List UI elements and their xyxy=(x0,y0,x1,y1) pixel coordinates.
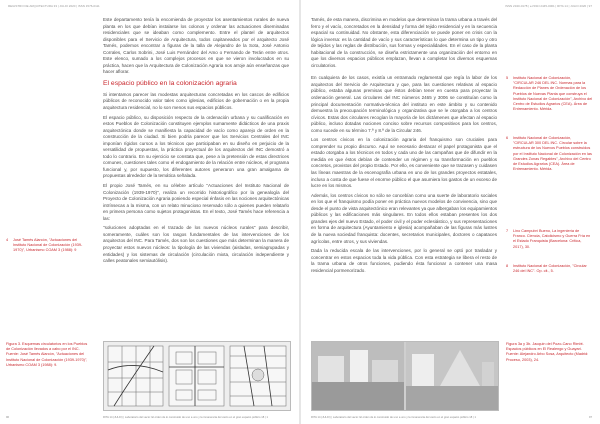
left-page-footer: RITA 14 (JULIO) | Laboratorio del vacío: El orden de lo construido de uno a uno y la inmanencia del vacío en el gran espacio público 18 | 1 xyxy=(103,416,268,419)
footnote-5-number: 5 xyxy=(506,76,509,80)
figure-3a-3b-caption: Figura 3a y 3b. Jacquin del Pozo-Cano Rimbt. Espacios públicos en El Realengo y Guayari. Fuente: Alejandro Arbo Sosa, Arquitecto (Madrid: Proceso, 2003), 24. xyxy=(506,342,589,362)
public-space-photographs xyxy=(312,342,498,410)
right-paragraph-4: Además, los centros cívicos no sólo se concebían como una suerte de laboratorio sociales en los que el franquismo podía poner en práctica nuevos modelos de convivencia, sino que desde el punto de vista arquitectónico eran relevantes ya que albergaban los equipamientos públicos y las edificaciones más singulares. En todos ellos estaban presentes los dos grandes ejes del nuevo Estado, el poder civil y el poder eclesiástico, y sus representaciones en forma de arquitectura (Ayuntamiento e iglesia) acompañaban de las figuras más lustres de la nueva sociedad franquista: docentes, secretarios municipales, doctores o capataces agrícolas, entre otros, y sus viviendas. xyxy=(311,192,497,244)
left-paragraph-5: "soluciones adoptadas en el trazado de los nuevos núcleos rurales" para describir, someramente, cuáles son los rasgos fundamentales de las intervenciones de los arquitectos del INC. Para Tamés, dos son los cuestiones que más determinan la manera de proyectar estos nuevos núcleos: la tipología de las viviendas (aisladas, semiagrupadas y entidades) y los sistemas de circulación (circulación mixta, circulación independiente y calles peatonales semiautólisis). xyxy=(103,225,289,264)
circulation-diagrams-illustration xyxy=(104,342,290,410)
left-page-number: 96 xyxy=(6,416,9,419)
footnote-5-text: Instituto Nacional de Colonización, "CIRCULAR 246 DEL INC. Normas para la Redacción de Planes de Ordenación de los Pueblos de Nuevas Planta que construya el Instituto Nacional de Colonización", Archivo del Centro de Estudios Agrarios (CEA). Área de Entrenamiento. Mérida. xyxy=(513,76,593,112)
left-paragraph-1: Este departamento tenía la encomienda de proyectar los asentamientos rurales de nueva planta en los que debían instalarse los colonos y ordenar las actuaciones diseminadas residenciales que se ideaban como complemento. Entre el plantel de arquitectos disponibles para el Servicio de Arquitectura, todos capitaneados por el arquitecto José Tamés, podemos encontrar a figuras de la talla de Alejandro de la Sota, José Antonio Corrales, Carlos Sobrini, José Luis Fernández del Amo o Fernando de Terán entre otros. Este elenco, sumado a los complejos procesos en que se vieron involucrados en su práctica, hacen que la Arquitectura de Colonización Agraria nos arroje aún enseñanzas que hacer aflorar. xyxy=(103,17,289,75)
right-main-column xyxy=(311,17,497,277)
footnote-7-number: 7 xyxy=(506,229,509,233)
footnote-8-number: 8 xyxy=(506,264,509,268)
right-paragraph-1: Tamés, de esta manera, discrimina en modelos que determinan la trama urbana a través del ferro y el vacío, concretados en la densidad y forma del tejido residencial y en la secuencia espacial su continuidad. No obstante, esta diferenciación se puede poner en crisis con la lógica inversa: es la cantidad de vacío y sus características lo que determina un tipo y otro de tejidos y las reglas de distribución, sus formas y especialidades. En el caso de la planta habitacional de la construcción, se diseña estrictamente una organización del entorno en que los diversos espacios públicos emplazan, llevan a completar los diversos esquemas circulatorios. xyxy=(311,17,498,68)
left-paragraph-3: El espacio público, su disposición respecto de la ordenación urbana y su cualificación en estos Pueblos de Colonización constituyen ejemplos sumamente didácticos de una praxis arquitectónica donde se manifiesta la capacidad de vacío como aparejo de orden en la construcción de la ciudad. Si bien podría parecer que los Servicios Centrales del INC imponían rígidos cursos a los técnicos que participaban en su diseño en perjuicio de la versatilidad de propuestas, la práctica proyectual de los arquitectos del INC demostró a todo lo contrario. En su ejercicio se constata que, pese a la pretensión de estas directrices comunes, cuestiones tales como el endogamiento de la relación entre núcleos, el programa funcional y, por supuesto, los diferentes autores generaron una gran amalgama de propuestas alrededor de la temática señalada. xyxy=(103,114,289,179)
left-page-header: REGISTRO DE ARQUITECTURA 33 | JULIO 2020 | ISSN 1576-0111 xyxy=(8,4,100,8)
right-page-header: ISSN 2340-0178 | e-ISSN 2445-0001 | RITA 14 | JULIO 2020 | 97 xyxy=(505,4,592,8)
right-page-number: 97 xyxy=(589,416,592,419)
left-page xyxy=(0,0,299,424)
right-page xyxy=(301,0,600,424)
footnote-6-text: Instituto Nacional de Colonización, "CIRCULAR 300 DEL INC. Circular sobre la estructura de los Nuevos Pueblos construidos por el Instituto Nacional de Colonización en las Grandes Zonas Regables", Archivo del Centro de Estudios Agrarios (CEA). Área de Entrenamiento. Mérida. xyxy=(513,136,592,172)
figure-3-caption: Figura 3. Esquemas circulatorios en los Pueblos de Colonización llevados a cabo por el INC. Fuente: José Tamés Alarcón, "Actuaciones del Instituto Nacional de Colonización (1939-1970)", Urbanismo COAM 3 (1988): 9. xyxy=(6,342,88,367)
footnote-4-number: 4 xyxy=(6,238,9,242)
left-main-column xyxy=(103,17,289,268)
figure-3a-3b-photographs xyxy=(311,341,499,411)
right-paragraph-3: Los centros cívicos en la colonización agraria del franquismo son cruciales para comprender su propio discurso. Aquí se necesario destacar el papel protagonista que el estado otorgaba a los técnicos en todos y cada uno de las campañas que de difundir en la medida en que éstos debían de contender un régimen y su transformación en pueblos concretos, provistos del propio Estado. Por ello, es conveniente que se trazasen y cuidasen las líneas maestras de la escenografía urbana en uno de los grandes proyectos estatales, incluso a costa de que fuese el enorme público el que asumiera los gastos de un exceso de lucre en los mismos. xyxy=(311,137,497,189)
section-title: El espacio público en la colonización agraria xyxy=(103,79,237,87)
figure-3-circulation-diagrams xyxy=(103,341,291,411)
right-page-footer: RITA 14 (JULIO) | Laboratorio del vacío: El orden de lo construido de uno a uno y la inmanencia del vacío en el gran espacio público 18 | 1 xyxy=(311,416,476,419)
right-paragraph-5: Dada la reducida escala de las intervenciones, por lo general se optó por trasladar y concentrar en estos espacios toda la vida pública. Con esta estrategia se libera el resto de la trama urbana de otros funciones, pudiendo ésta funcionar a contener una masa residencial pormenorizado. xyxy=(311,248,497,273)
footnote-4-text: José Tamés Alarcón, "Actuaciones del Instituto Nacional de Colonización (1939-1970)", Urbanismo COAM 3 (1988): 9 xyxy=(13,238,83,253)
footnote-8-text: Instituto Nacional de Colonización, "Circular 246 del INC". Op. cit., 5. xyxy=(513,264,587,274)
footnote-7-text: Lino Campubrí Bueno, La ingeniería de Franco. Ciencia, Catolicismo y Guerra Fría en el Estado Franquista (Barcelona: Crítica, 2017), 30. xyxy=(513,229,591,249)
right-paragraph-2: En cualquiera de los casos, existía un entramado reglamental que regía la labor de los arquitectos del Servicio de Arquitectura y que, para las cuestiones relativas al espacio público, estaba algunas premisas que éstos debían tener en cuenta para proyectar la ordenación general. Las circulares del INC números 2465 y 3006 se constituían como la principal documentación normativa-técnica del instituto en este ámbito y su contenido demuestra la preocupación terminológica y organizativa que se le otorgaba a los centros cívicos. Estas dos circulares recogían la mayoría de los dictámenes que afectan al espacio público, incluso dotadas nociones conciso sobre recursos compositivos para los centros, como sucede en su término 7.ª y 8.ª de la Circular 246. xyxy=(311,75,497,133)
footnote-6-number: 6 xyxy=(506,136,509,140)
left-paragraph-2: Si intentamos parecer las modestas arquitecturas concretadas en los cascos de edificios públicos de reconocido valor tales como iglesias, edificios de gobernación o en la propia arquitectura residencial, no lo son menos sus espacios públicos. xyxy=(103,91,289,111)
left-paragraph-4: El propio José Tamés, en su célebre artículo "Actuaciones del Instituto Nacional de Colonización (1939-1970)", realiza un recorrido historiográfico por la genealogía del Proyecto de Colonización Agraria poniendo especial énfasis en las nociones arquitectónicas intrínsecas a la misma, con un relato minucioso reservado sólo a quienes pueden relatarlo en primera persona como sujetos protagonistas. En el texto, José Tamés hace referencia a las: xyxy=(103,183,289,221)
